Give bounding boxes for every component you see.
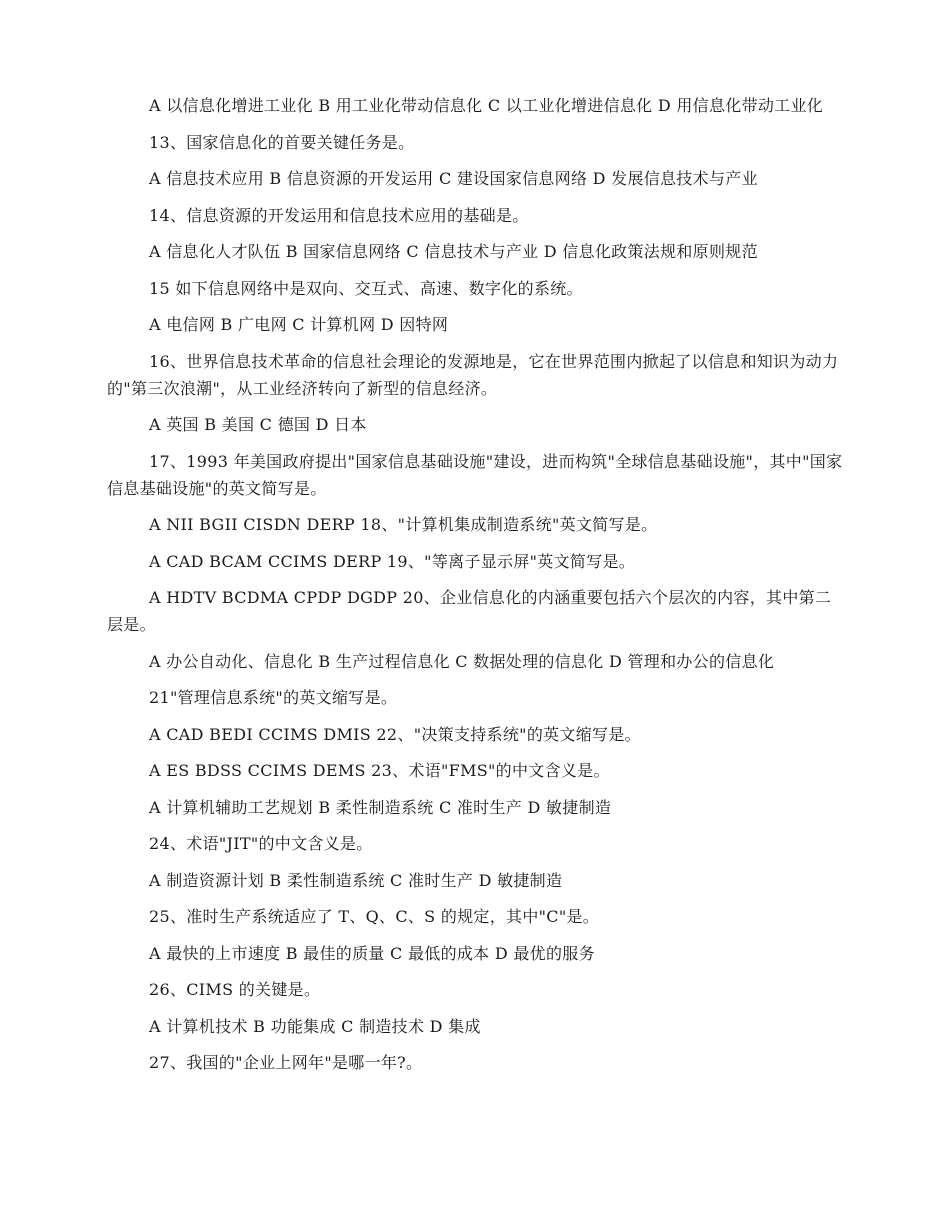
- answer-options-14: A 信息化人才队伍 B 国家信息网络 C 信息技术与产业 D 信息化政策法规和原则规范: [149, 242, 758, 261]
- answer-options-13: A 信息技术应用 B 信息资源的开发运用 C 建设国家信息网络 D 发展信息技术与产业: [149, 169, 758, 188]
- question-17: 17、1993 年美国政府提出"国家信息基础设施"建设，进而构筑"全球信息基础设施"，其中"国家信息基础设施"的英文简写是。: [107, 451, 843, 498]
- answer-options-17-question-18: A NII BGII CISDN DERP 18、"计算机集成制造系统"英文简写是。: [149, 515, 658, 534]
- answer-options-16: A 英国 B 美国 C 德国 D 日本: [149, 415, 367, 434]
- answer-options-15: A 电信网 B 广电网 C 计算机网 D 因特网: [149, 315, 449, 334]
- question-14: 14、信息资源的开发运用和信息技术应用的基础是。: [149, 205, 529, 225]
- answer-options-20: A 办公自动化、信息化 B 生产过程信息化 C 数据处理的信息化 D 管理和办公的信息化: [149, 651, 775, 671]
- answer-options-23: A 计算机辅助工艺规划 B 柔性制造系统 C 准时生产 D 敏捷制造: [149, 797, 612, 817]
- question-21: 21"管理信息系统"的英文缩写是。: [149, 688, 398, 707]
- question-26: 26、CIMS 的关键是。: [149, 980, 321, 999]
- question-13: 13、国家信息化的首要关键任务是。: [149, 132, 415, 152]
- answer-options-24: A 制造资源计划 B 柔性制造系统 C 准时生产 D 敏捷制造: [149, 870, 563, 890]
- answer-options-21-question-22: A CAD BEDI CCIMS DMIS 22、"决策支持系统"的英文缩写是。: [149, 724, 641, 744]
- answer-options-19-question-20: A HDTV BCDMA CPDP DGDP 20、企业信息化的内涵重要包括六个层次的内容，其中第二层是。: [107, 588, 832, 634]
- document-body: [107, 92, 847, 1086]
- question-15: 15 如下信息网络中是双向、交互式、高速、数字化的系统。: [149, 278, 583, 298]
- answer-options-22-question-23: A ES BDSS CCIMS DEMS 23、术语"FMS"的中文含义是。: [149, 761, 610, 780]
- question-24: 24、术语"JIT"的中文含义是。: [149, 834, 373, 853]
- question-16: 16、世界信息技术革命的信息社会理论的发源地是，它在世界范围内掀起了以信息和知识为动力的"第三次浪潮"，从工业经济转向了新型的信息经济。: [107, 351, 839, 398]
- question-27: 27、我国的"企业上网年"是哪一年?。: [149, 1053, 423, 1072]
- answer-options-26: A 计算机技术 B 功能集成 C 制造技术 D 集成: [149, 1016, 481, 1036]
- answer-options-25: A 最快的上市速度 B 最佳的质量 C 最低的成本 D 最优的服务: [149, 943, 595, 963]
- question-25: 25、准时生产系统适应了 T、Q、C、S 的规定，其中"C"是。: [149, 907, 600, 926]
- answer-options-12: A 以信息化增进工业化 B 用工业化带动信息化 C 以工业化增进信息化 D 用信息化带动工业化: [149, 96, 824, 115]
- answer-options-18-question-19: A CAD BCAM CCIMS DERP 19、"等离子显示屏"英文简写是。: [149, 551, 636, 571]
